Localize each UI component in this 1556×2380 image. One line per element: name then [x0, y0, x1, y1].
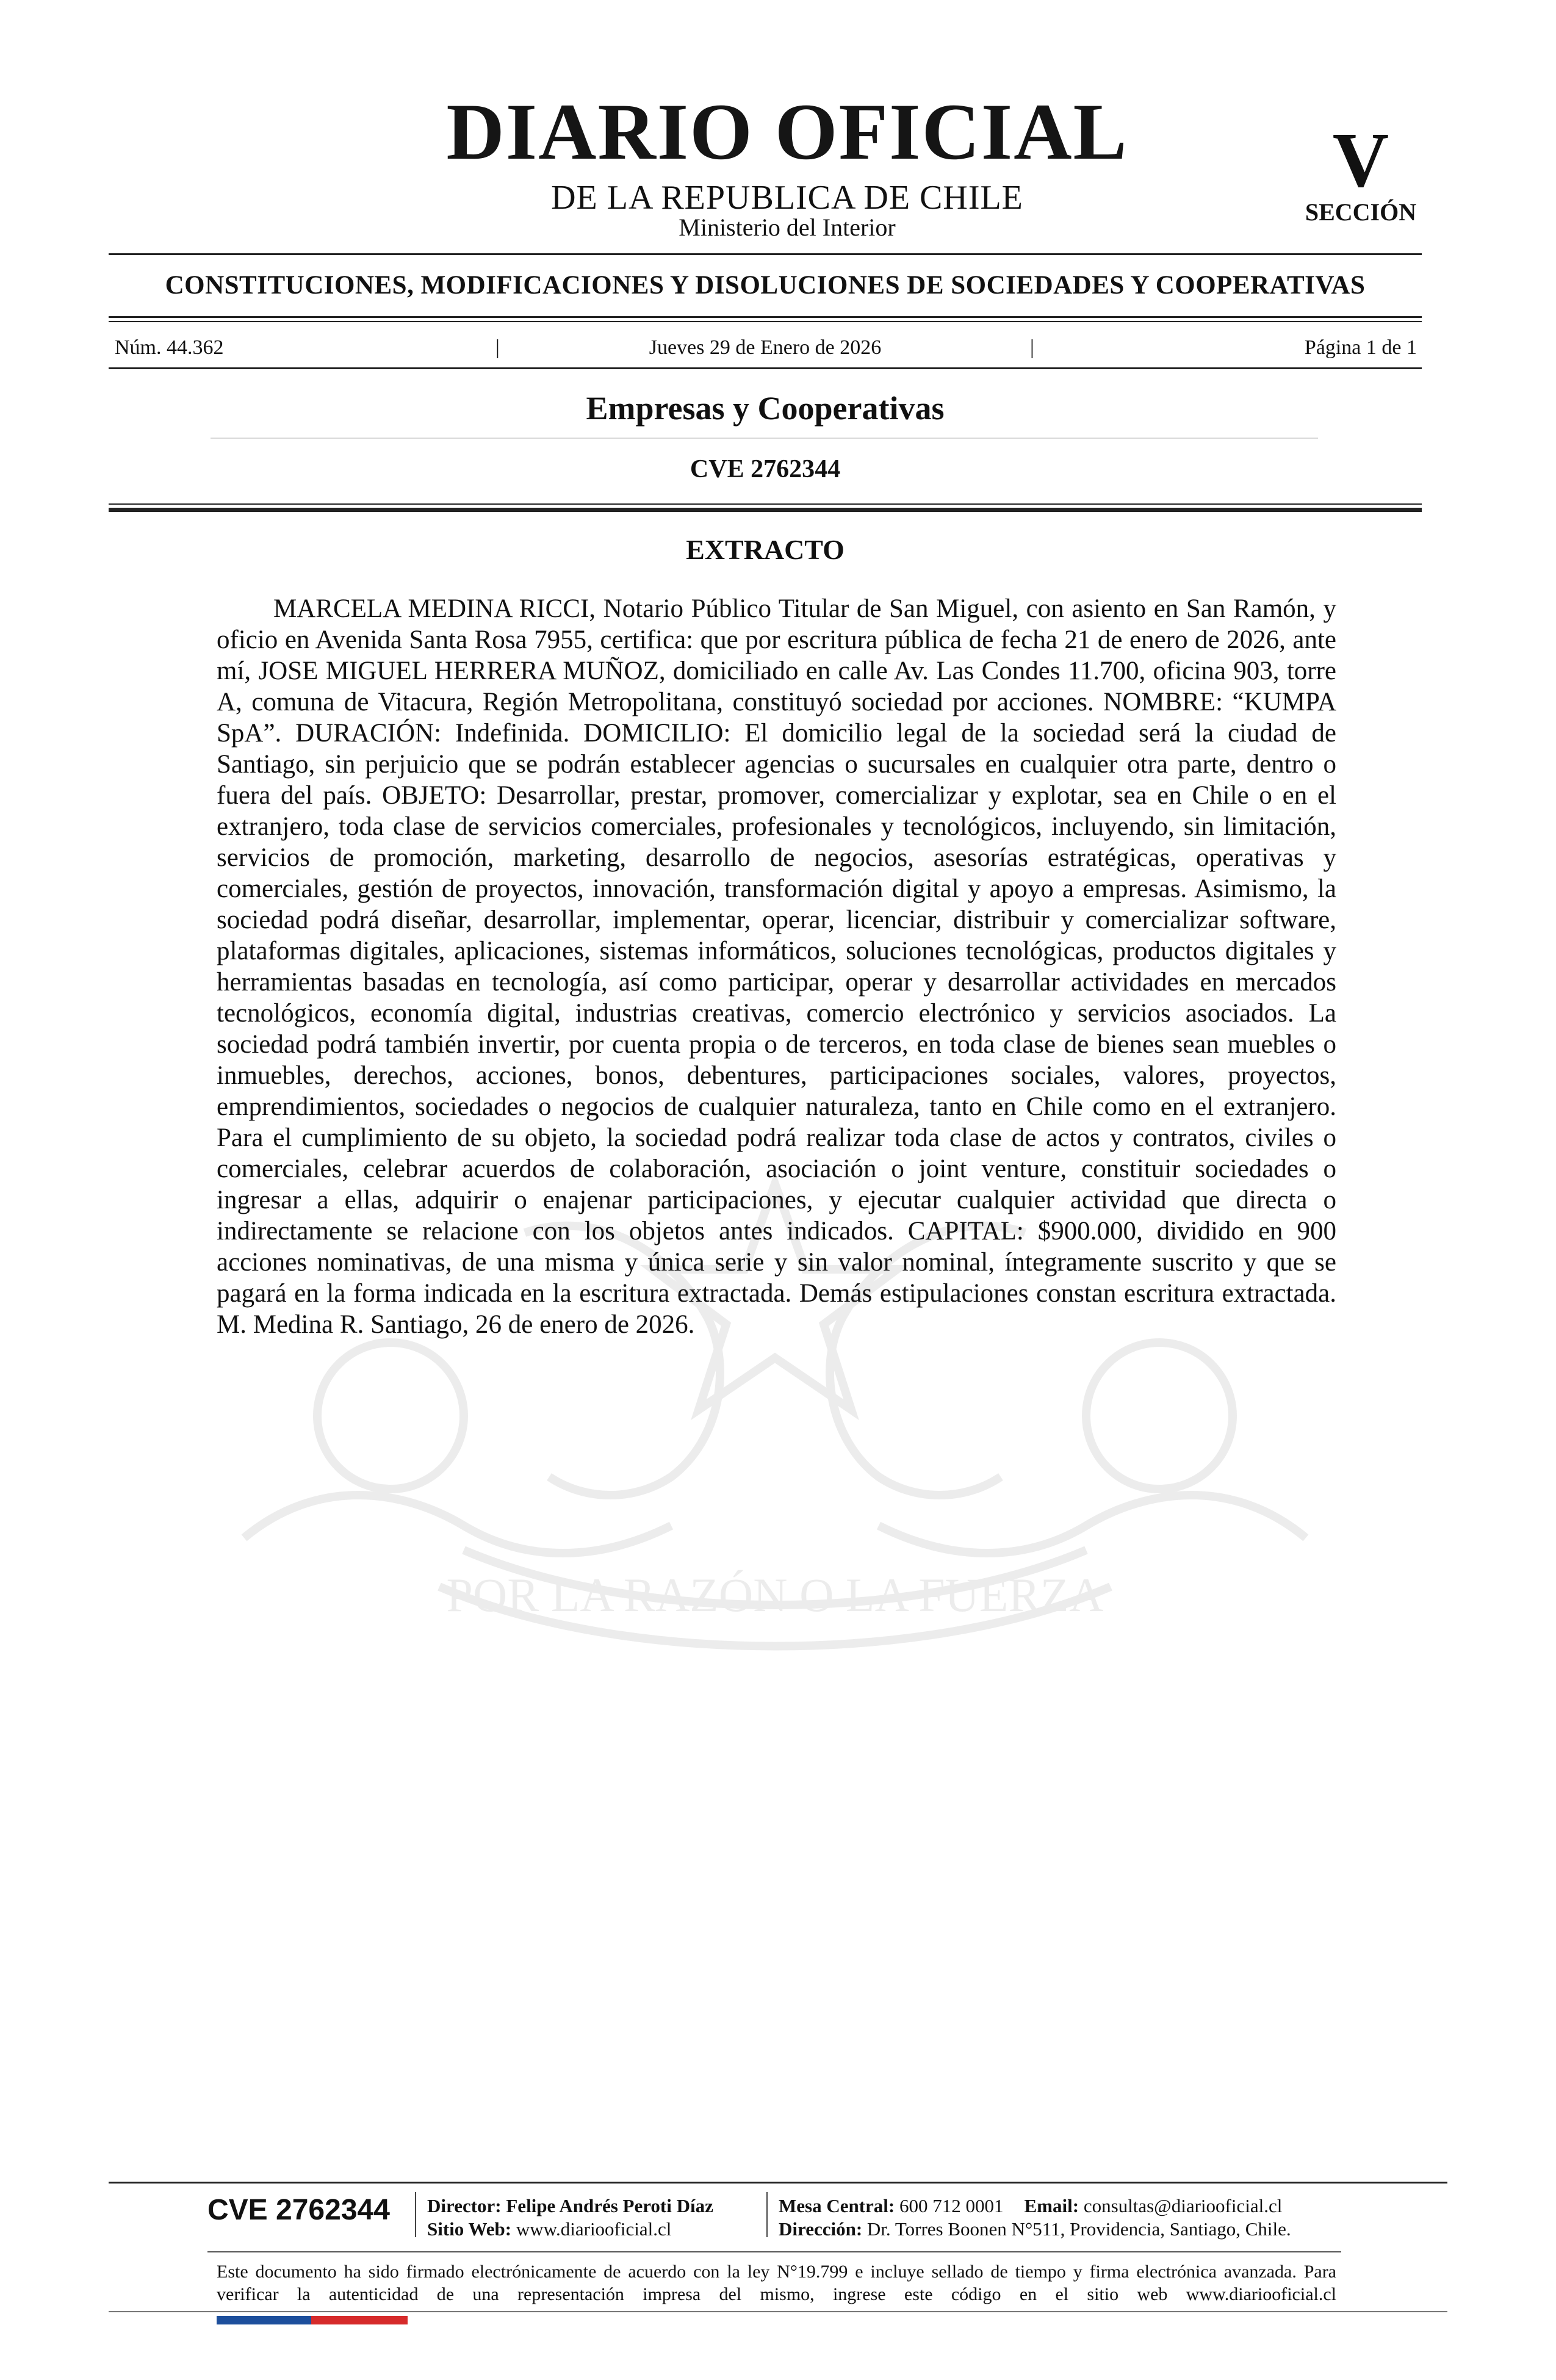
footer-bottom-rule [109, 2311, 1447, 2312]
cve-rule-thick [109, 508, 1422, 512]
issue-info-bar [109, 336, 1422, 360]
category-title: Empresas y Cooperativas [586, 390, 945, 427]
footer-address-line [779, 2218, 1291, 2241]
issue-number: Núm. 44.362 [115, 336, 224, 359]
info-separator: | [495, 336, 500, 359]
info-bar-rule [109, 367, 1422, 369]
cve-rule-thin [109, 503, 1422, 505]
footer-rule [109, 2182, 1447, 2183]
heading-rule-thick [109, 316, 1422, 318]
watermark-motto: POR LA RAZÓN O LA FUERZA [446, 1568, 1104, 1621]
director-name: Felipe Andrés Peroti Díaz [506, 2195, 713, 2216]
mesa-label: Mesa Central: [779, 2195, 895, 2216]
address-label: Dirección: [779, 2218, 863, 2240]
web-label: Sitio Web: [427, 2218, 512, 2240]
footer-contact-line [779, 2194, 1291, 2218]
flag-bar-red [311, 2316, 408, 2324]
email-label: Email: [1024, 2195, 1079, 2216]
footer-web-line [427, 2218, 713, 2241]
masthead-subtitle: DE LA REPUBLICA DE CHILE [551, 179, 1023, 217]
category-divider [211, 438, 1318, 439]
section-letter: V [1332, 117, 1389, 203]
section-heading: CONSTITUCIONES, MODIFICACIONES Y DISOLUCIONES DE SOCIEDADES Y COOPERATIVAS [165, 271, 1366, 300]
document-title: EXTRACTO [686, 534, 845, 565]
footer-contact [779, 2194, 1291, 2241]
section-word: SECCIÓN [1305, 198, 1417, 226]
footer-editorial [427, 2194, 713, 2241]
heading-rule-thin [109, 321, 1422, 322]
masthead-ministry: Ministerio del Interior [679, 214, 896, 241]
masthead-title: DIARIO OFICIAL [446, 87, 1128, 176]
document-body: MARCELA MEDINA RICCI, Notario Público Titular de San Miguel, con asiento en San Ramón, y oficio en Avenida Santa Rosa 7955, certifica: que por escritura pública de fecha 21 de enero de 2026, ante mí, JOSE MIGUEL HERRERA MUÑOZ, domiciliado en calle Av. Las Condes 11.700, oficina 903, torre A, comuna de Vitacura, Región Metropolitana, constituyó sociedad por acciones. NOMBRE: “KUMPA SpA”. DURACIÓN: Indefinida. DOMICILIO: El domicilio legal de la sociedad será la ciudad de Santiago, sin perjuicio que se podrán establecer agencias o sucursales en cualquier otra parte, dentro o fuera del país. OBJETO: Desarrollar, prestar, promover, comercializar y explotar, sea en Chile o en el extranjero, toda clase de servicios comerciales, profesionales y tecnológicos, incluyendo, sin limitación, servicios de promoción, marketing, desarrollo de negocios, asesorías estratégicas, operativas y comerciales, gestión de proyectos, innovación, transformación digital y apoyo a empresas. Asimismo, la sociedad podrá diseñar, desarrollar, implementar, operar, licenciar, distribuir y comercializar software, plataformas digitales, aplicaciones, sistemas informáticos, soluciones tecnológicas, productos digitales y herramientas basadas en tecnología, así como participar, operar y desarrollar actividades en mercados tecnológicos, economía digital, industrias creativas, comercio electrónico y servicios asociados. La sociedad podrá también invertir, por cuenta propia o de terceros, en toda clase de bienes sean muebles o inmuebles, derechos, acciones, bonos, debentures, participaciones sociales, valores, proyectos, emprendimientos, sociedades o negocios de cualquier naturaleza, tanto en Chile como en el extranjero. Para el cumplimiento de su objeto, la sociedad podrá realizar toda clase de actos y contratos, civiles o comerciales, celebrar acuerdos de colaboración, asociación o joint venture, constituir sociedades o ingresar a ellas, adquirir o enajenar participaciones, y ejecutar cualquier actividad que directa o indirectamente se relacione con los objetos antes indicados. CAPITAL: $900.000, dividido en 900 acciones nominativas, de una misma y única serie y sin valor nominal, íntegramente suscrito y que se pagará en la forma indicada en la escritura extractada. Demás estipulaciones constan escritura extractada. M. Medina R. Santiago, 26 de enero de 2026. [217, 594, 1336, 1339]
flag-bar-blue [217, 2316, 311, 2324]
footer-divider [415, 2192, 416, 2237]
website-link[interactable]: www.diariooficial.cl [516, 2218, 672, 2240]
masthead-rule [109, 253, 1422, 255]
email-link[interactable]: consultas@diariooficial.cl [1083, 2195, 1283, 2216]
footer-cve-code: CVE 2762344 [207, 2194, 390, 2226]
info-separator: | [1030, 336, 1034, 359]
cve-code: CVE 2762344 [690, 455, 841, 483]
page-indicator: Página 1 de 1 [1304, 336, 1417, 359]
issue-date: Jueves 29 de Enero de 2026 [649, 336, 882, 359]
footer-notice-divider [207, 2251, 1341, 2252]
address-text: Dr. Torres Boonen N°511, Providencia, Santiago, Chile. [866, 2218, 1291, 2240]
mesa-phone: 600 712 0001 [899, 2195, 1004, 2216]
signature-notice: Este documento ha sido firmado electrónicamente de acuerdo con la ley N°19.799 e incluye sellado de tiempo y firma electrónica avanzada. Para verificar la autenticidad de una representación impresa del mismo, ingrese este código en el sitio web www.diariooficial.cl [217, 2262, 1336, 2304]
director-label: Director: [427, 2195, 502, 2216]
footer-divider [766, 2192, 768, 2237]
footer-director-line [427, 2194, 713, 2218]
